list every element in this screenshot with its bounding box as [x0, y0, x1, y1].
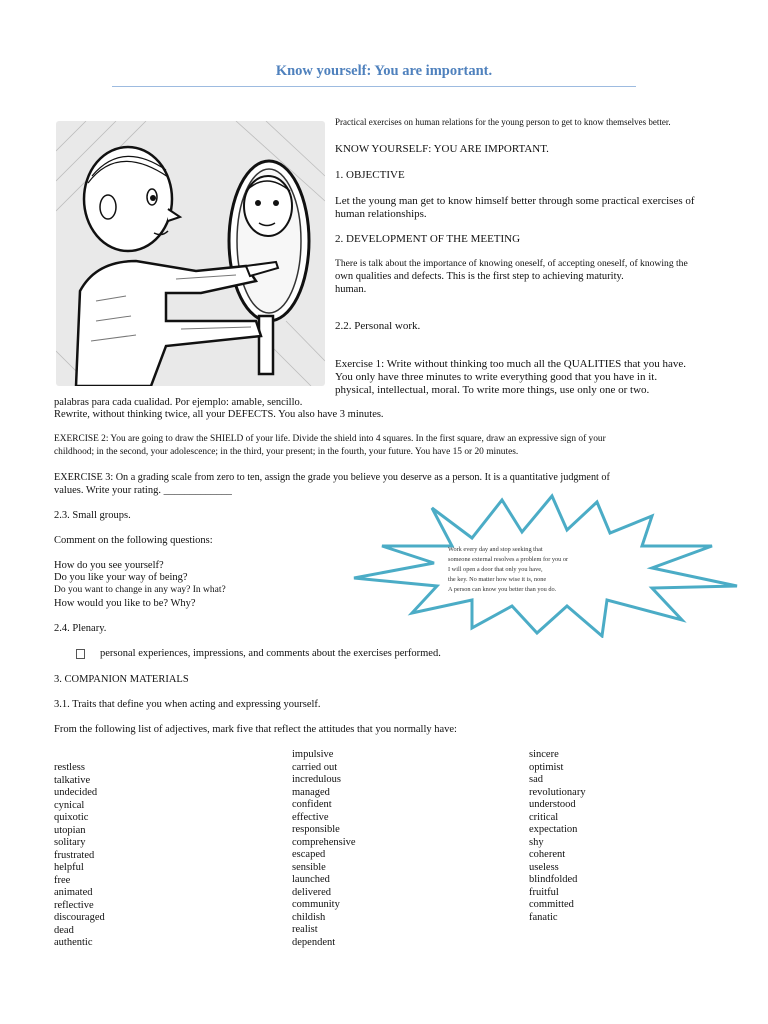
adjective-item: coherent	[529, 849, 566, 860]
question-item: Do you like your way of being?	[54, 572, 188, 583]
adjective-item: incredulous	[292, 774, 341, 785]
small-groups-heading: 2.3. Small groups.	[54, 510, 131, 521]
adjective-item: comprehensive	[292, 836, 356, 848]
adjective-item: talkative	[54, 774, 91, 786]
adjective-item: carried out	[292, 761, 338, 773]
adjective-item: realist	[292, 924, 318, 935]
title-underline	[112, 86, 636, 87]
companion-heading: 3. COMPANION MATERIALS	[54, 674, 189, 685]
objective-text-line: human relationships.	[335, 208, 427, 220]
objective-text-line: Let the young man get to know himself better through some practical exercises of	[335, 195, 695, 207]
burst-line: I will open a door that only you have,	[448, 566, 543, 573]
adjective-item: committed	[529, 899, 574, 910]
adjective-item: launched	[292, 874, 330, 885]
adjective-item: community	[292, 899, 340, 910]
adjective-item: reflective	[54, 899, 94, 911]
adjective-item: sad	[529, 774, 543, 785]
personal-work-heading: 2.2. Personal work.	[335, 320, 421, 332]
adjective-item: critical	[529, 811, 559, 823]
adjective-item: shy	[529, 836, 544, 848]
adjective-item: useless	[529, 861, 559, 873]
adjective-item: quixotic	[54, 812, 89, 823]
question-item: Do you want to change in any way? In what?	[54, 585, 226, 595]
starburst-text	[448, 545, 568, 595]
plenary-heading: 2.4. Plenary.	[54, 623, 107, 634]
adjective-item: managed	[292, 786, 330, 798]
adjective-item: sincere	[529, 749, 559, 760]
exercise2-line: EXERCISE 2: You are going to draw the SHIELD of your life. Divide the shield into 4 squares. In the first square, draw an expressive sign of your	[54, 434, 606, 444]
comment-heading: Comment on the following questions:	[54, 535, 213, 546]
main-heading: KNOW YOURSELF: YOU ARE IMPORTANT.	[335, 143, 549, 155]
adjective-item: free	[54, 874, 71, 886]
adjective-item: fruitful	[529, 886, 559, 898]
question-item: How would you like to be? Why?	[54, 598, 196, 609]
adjective-item: helpful	[54, 862, 84, 873]
intro-text: Practical exercises on human relations for the young person to get to know themselves better.	[335, 117, 671, 127]
traits-heading: 3.1. Traits that define you when acting and expressing yourself.	[54, 699, 321, 710]
adjective-item: escaped	[292, 849, 326, 860]
mirror-illustration	[56, 121, 325, 386]
adjective-item: dependent	[292, 936, 336, 948]
burst-line: the key. No matter how wise it is, none	[448, 576, 547, 583]
exercise1-full-line: Rewrite, without thinking twice, all your DEFECTS. You also have 3 minutes.	[54, 409, 384, 420]
development-text-line: own qualities and defects. This is the first step to achieving maturity.	[335, 271, 624, 282]
exercise1-full-line: palabras para cada cualidad. Por ejemplo: amable, sencillo.	[54, 397, 303, 408]
adjective-item: optimist	[529, 761, 564, 773]
adjective-item: fanatic	[529, 911, 558, 923]
adjectives-column-3	[529, 749, 586, 924]
bullet-icon	[76, 649, 85, 659]
burst-line: someone external resolves a problem for you or	[448, 556, 569, 563]
adjective-item: authentic	[54, 937, 93, 948]
adjectives-column-2	[292, 749, 356, 949]
adjective-item: animated	[54, 887, 93, 898]
adjective-item: restless	[54, 762, 85, 773]
question-item: How do you see yourself?	[54, 560, 164, 571]
adjective-item: sensible	[292, 861, 326, 873]
development-heading: 2. DEVELOPMENT OF THE MEETING	[335, 233, 521, 245]
adjective-item: delivered	[292, 886, 332, 898]
objective-heading: 1. OBJECTIVE	[335, 169, 405, 181]
development-text-line: human.	[335, 284, 367, 295]
adjective-item: undecided	[54, 787, 98, 798]
exercise1-line: Exercise 1: Write without thinking too much all the QUALITIES that you have.	[335, 358, 686, 370]
adjective-item: revolutionary	[529, 786, 586, 798]
adjective-item: frustrated	[54, 849, 95, 861]
adjective-item: childish	[292, 911, 326, 923]
burst-line: Work every day and stop seeking that	[448, 546, 543, 553]
adjective-item: confident	[292, 799, 332, 810]
adjective-item: solitary	[54, 837, 86, 848]
adjective-item: responsible	[292, 824, 340, 835]
adjective-item: impulsive	[292, 749, 334, 760]
adjectives-column-1	[54, 762, 105, 950]
adjective-item: blindfolded	[529, 874, 578, 885]
adjectives-instruction: From the following list of adjectives, mark five that reflect the attitudes that you normally have:	[54, 724, 457, 735]
adjective-item: cynical	[54, 799, 85, 811]
adjective-item: utopian	[54, 824, 86, 836]
page-title: Know yourself: You are important.	[275, 63, 493, 79]
burst-line: A person can know you better than you do.	[448, 586, 557, 593]
adjective-item: expectation	[529, 824, 578, 835]
adjective-item: understood	[529, 799, 576, 810]
exercise1-line: You only have three minutes to write everything good that you have in it.	[335, 371, 658, 383]
exercise1-line: physical, intellectual, moral. To write more things, use only one or two.	[335, 384, 650, 396]
development-text-line: There is talk about the importance of knowing oneself, of accepting oneself, of knowing the	[335, 258, 688, 269]
adjective-item: effective	[292, 811, 329, 823]
exercise2-line: childhood; in the second, your adolescence; in the third, your present; in the fourth, your future. You have 15 or 20 minutes.	[54, 447, 519, 457]
adjective-item: dead	[54, 924, 74, 936]
exercise3-line: EXERCISE 3: On a grading scale from zero to ten, assign the grade you believe you deserve as a person. It is a quantitative judgment of	[54, 472, 610, 483]
adjective-item: discouraged	[54, 912, 105, 923]
plenary-bullet-text: personal experiences, impressions, and comments about the exercises performed.	[100, 648, 441, 659]
exercise3-line: values. Write your rating. _____________	[54, 485, 232, 496]
